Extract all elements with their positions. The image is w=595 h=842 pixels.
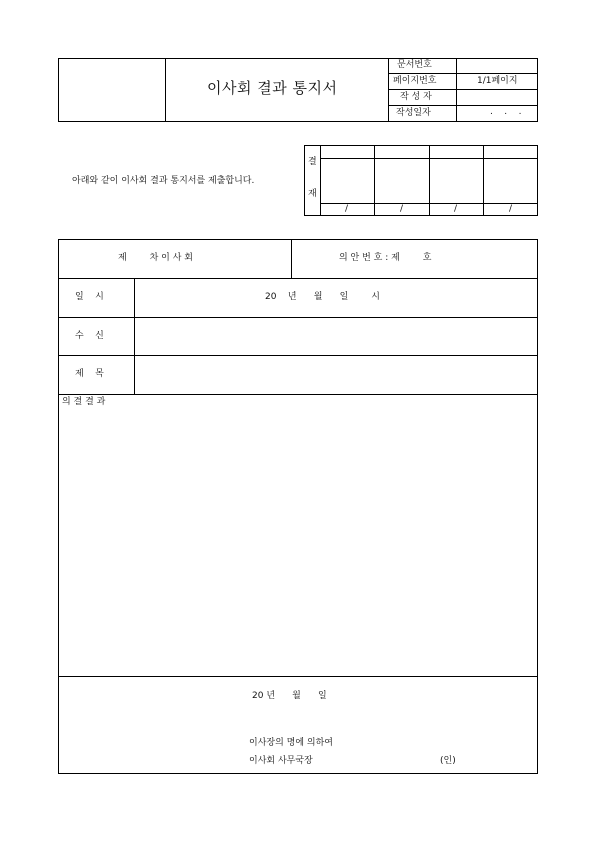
approval-label-top: 결: [308, 157, 317, 167]
approval-label-divider: [320, 145, 321, 216]
meta-label-author: 작 성 자: [400, 92, 432, 102]
footer-authority-line: 이사장의 명에 의하여: [249, 738, 333, 748]
form-row-line: [58, 278, 538, 279]
meta-value-date[interactable]: . . .: [490, 107, 522, 117]
meta-label-page-number: 페이지번호: [393, 76, 437, 86]
form-row-line: [58, 355, 538, 356]
session-label: 제 차 이 사 회: [118, 253, 193, 263]
meta-label-doc-number: 문서번호: [397, 60, 432, 70]
subject-label: 제 목: [75, 369, 104, 379]
seal-mark: (인): [440, 756, 456, 766]
approval-date-line: [320, 203, 538, 204]
footer-date: 20 년 월 일: [252, 691, 327, 701]
recipient-label: 수 신: [75, 331, 104, 341]
agenda-number-label: 의 안 번 호 : 제 호: [339, 253, 432, 263]
header-divider-meta: [456, 58, 457, 122]
header-divider-right: [388, 58, 389, 122]
meta-label-date: 작성일자: [396, 108, 431, 118]
approval-label-bottom: 재: [308, 189, 317, 199]
header-meta-row-line: [388, 105, 538, 106]
approval-date-slash: /: [400, 204, 404, 214]
intro-text: 아래와 같이 이사회 결과 통지서를 제출합니다.: [72, 176, 255, 186]
header-meta-row-line: [388, 73, 538, 74]
approval-cell-divider: [374, 145, 375, 216]
datetime-label: 일 시: [75, 292, 104, 302]
form-row-line: [58, 317, 538, 318]
approval-date-slash: /: [454, 204, 458, 214]
header-divider-left: [165, 58, 166, 122]
result-label: 의 결 결 과: [62, 397, 106, 407]
datetime-value[interactable]: 20 년 월 일 시: [265, 292, 380, 302]
form-row-line: [58, 676, 538, 677]
session-agenda-divider: [291, 239, 292, 278]
approval-cell-divider: [429, 145, 430, 216]
approval-date-slash: /: [345, 204, 349, 214]
approval-header-line: [320, 158, 538, 159]
meta-value-page-number: 1/1페이지: [477, 76, 518, 86]
label-column-divider: [134, 278, 135, 394]
form-row-line: [58, 394, 538, 395]
approval-date-slash: /: [509, 204, 513, 214]
approval-cell-divider: [483, 145, 484, 216]
header-meta-row-line: [388, 89, 538, 90]
footer-signer: 이사회 사무국장: [249, 756, 313, 766]
approval-grid: [304, 145, 538, 216]
page-title: 이사회 결과 통지서: [207, 79, 338, 97]
